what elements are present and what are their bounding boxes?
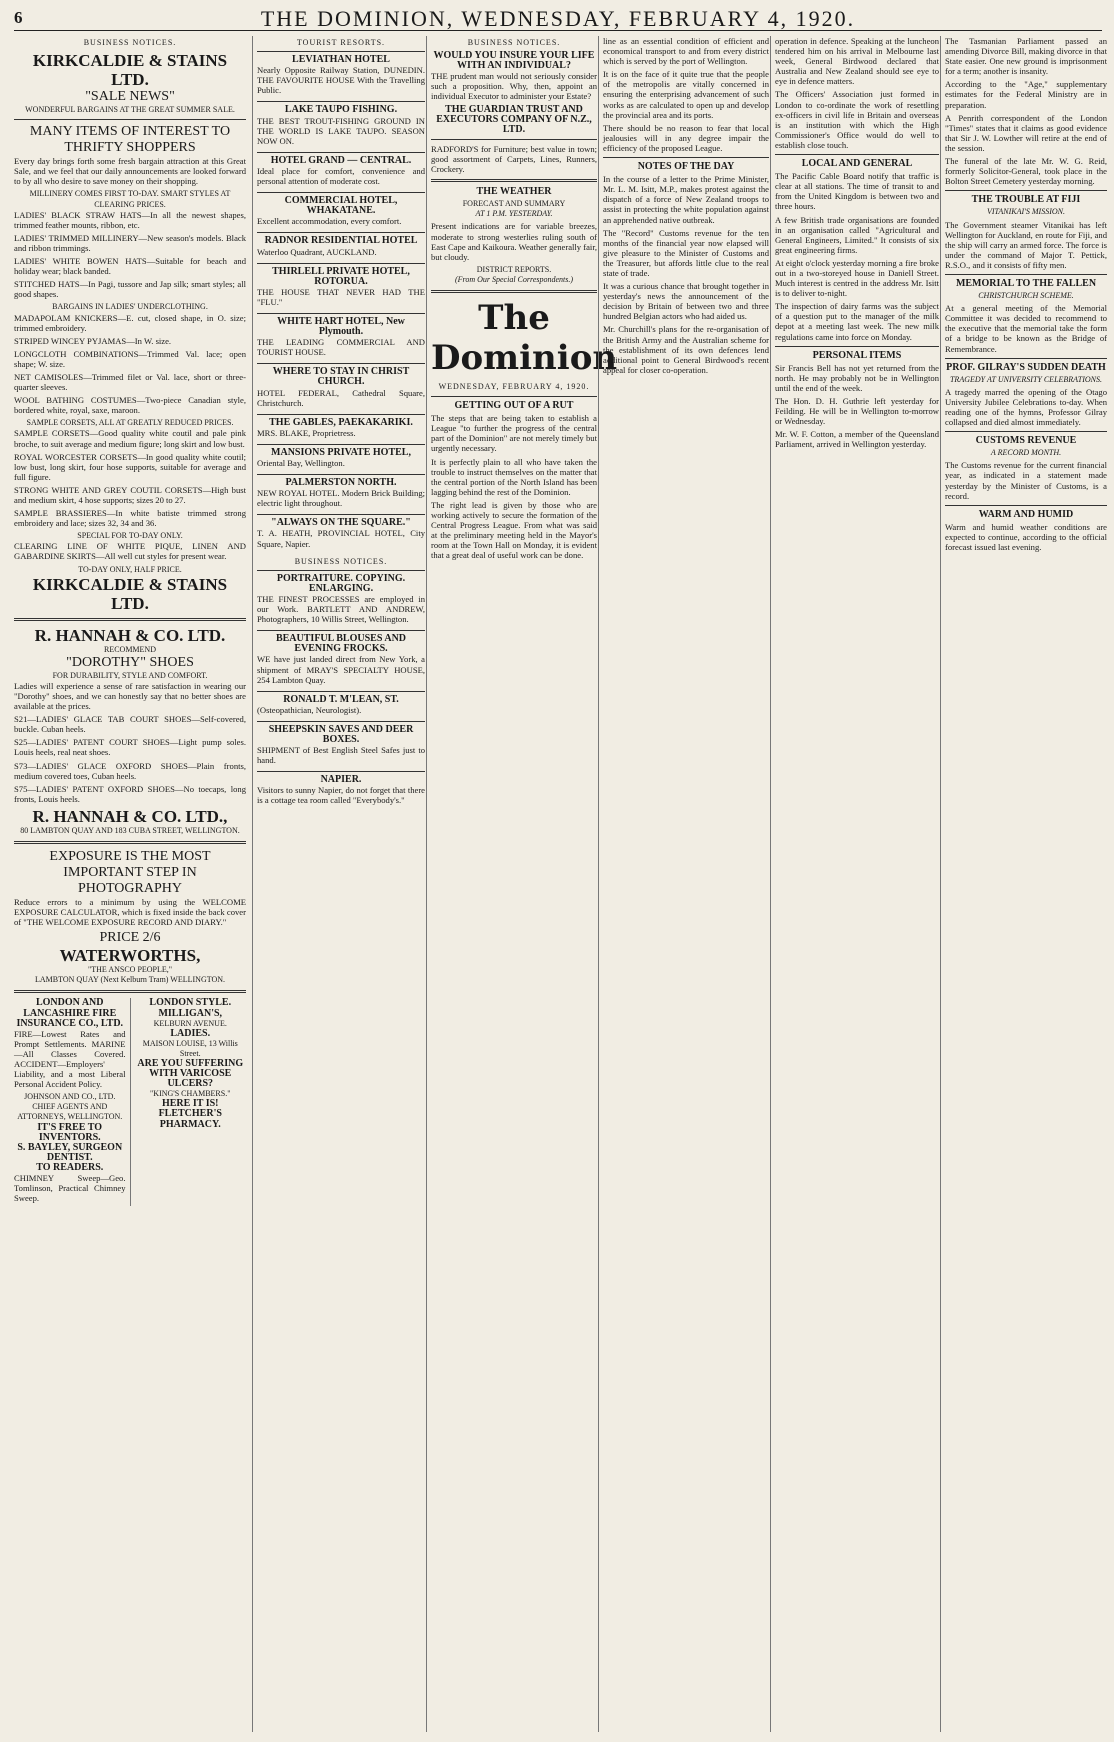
sale-item: LONGCLOTH COMBINATIONS—Trimmed Val. lace; open shape; W. size. xyxy=(14,348,246,369)
ad-body: T. A. HEATH, PROVINCIAL HOTEL, City Square, Napier. xyxy=(257,528,425,549)
ad-body: Nearly Opposite Railway Station, DUNEDIN. THE FAVOURITE HOUSE With the Travelling Public. xyxy=(257,65,425,96)
tourist-ad xyxy=(257,263,425,313)
editorial-date: WEDNESDAY, FEBRUARY 4, 1920. xyxy=(438,381,590,391)
customs-subtitle: A RECORD MONTH. xyxy=(990,448,1062,458)
notes-title: NOTES OF THE DAY xyxy=(637,161,735,173)
divider xyxy=(14,990,246,993)
news-paragraph: The Tasmanian Parliament passed an amending Divorce Bill, making divorce in that State easier. One new ground is imprisonment for a term; another is insanity. xyxy=(945,36,1107,77)
divider xyxy=(945,190,1107,191)
sale-item: ROYAL WORCESTER CORSETS—In good quality white coutil; low bust, long skirt, four hose supports, suitable for average and full figure. xyxy=(14,451,246,482)
tourist-ad xyxy=(257,514,425,554)
gilray-subtitle: TRAGEDY AT UNIVERSITY CELEBRATIONS. xyxy=(949,374,1102,384)
ad-body: Oriental Bay, Wellington. xyxy=(257,458,345,468)
sale-intro: Every day brings forth some fresh bargain attraction at this Great Sale, and we feel that our daily announcements are looked forward to by all who desire to save money on their shopping. xyxy=(14,156,246,187)
ladies: LADIES. xyxy=(170,1027,211,1039)
notes-paragraph: Mr. Churchill's plans for the re-organisation of the British Army and the Australian scheme for the establishment of its own defences lend additional point to General Birdwood's recent appeal for closer co-operation. xyxy=(603,324,769,375)
column-5 xyxy=(770,36,939,1732)
would-you-title: WOULD YOU INSURE YOUR LIFE WITH AN INDIVIDUAL? xyxy=(433,50,595,72)
fletchers: FLETCHER'S PHARMACY. xyxy=(158,1108,222,1130)
business-ad xyxy=(257,570,425,630)
local-paragraph: At eight o'clock yesterday morning a fire broke out in a two-storeyed house in Daniell Street. Much interest is centred in the address Mr. Isitt is to deliver to-night. xyxy=(775,257,939,299)
customs-title: CUSTOMS REVENUE xyxy=(975,435,1077,447)
notes-paragraph: It was a curious chance that brought together in yesterday's news the announcement of the decision by Britain of between two and three hundred Belgian actors who had aided us. xyxy=(603,281,769,322)
ad-body: Visitors to sunny Napier, do not forget that there is a cottage tea room called "Everybody's." xyxy=(257,785,425,806)
ad-body: Excellent accommodation, every comfort. xyxy=(257,216,402,227)
ad-body: THE HOUSE THAT NEVER HAD THE "FLU." xyxy=(257,286,425,307)
ad-title: RONALD T. M'LEAN, ST. xyxy=(283,693,399,705)
durability: FOR DURABILITY, STYLE AND COMFORT. xyxy=(52,670,208,680)
divider xyxy=(431,139,597,140)
special-text: CLEARING LINE OF WHITE PIQUE, LINEN AND GABARDINE SKIRTS—All well cut styles for present wear. xyxy=(14,541,246,562)
london-style: LONDON STYLE. xyxy=(149,997,232,1009)
correspondents: (From Our Special Correspondents.) xyxy=(454,274,574,284)
column-1 xyxy=(14,36,246,1732)
news-paragraph: According to the "Age," supplementary estimates for the Federal Ministry are in preparation. xyxy=(945,79,1107,110)
local-paragraph: The Pacific Cable Board notify that traffic is clear at all stations. The time of transit to and from the United Kingdom is between two and three hours. xyxy=(775,171,939,212)
section-heading: BUSINESS NOTICES. xyxy=(467,38,561,47)
waterworths: WATERWORTHS, xyxy=(59,946,201,966)
shoe-item: S21—LADIES' GLACE TAB COURT SHOES—Self-covered, buckle. Cuban heels. xyxy=(14,714,246,735)
tourist-ad xyxy=(257,363,425,413)
newspaper-title: THE DOMINION, WEDNESDAY, FEBRUARY 4, 1920. xyxy=(260,6,856,31)
hannah-title-2: R. HANNAH & CO. LTD., xyxy=(32,806,228,826)
tourist-ad xyxy=(257,51,425,101)
would-you-text: THE prudent man would not seriously consider such a proposition. Why, then, appoint an individual Executor to administer your Estate? xyxy=(431,71,597,102)
price: PRICE 2/6 xyxy=(99,930,161,946)
column-2 xyxy=(252,36,425,1732)
divider xyxy=(945,274,1107,275)
gilray-text: A tragedy marred the opening of the Otago University Jubilee Celebrations to-day. When reading one of the hymns, Professor Gilray collapsed and died almost immediately. xyxy=(945,386,1107,428)
business-ad xyxy=(257,771,425,811)
ad-title: WHERE TO STAY IN CHRIST CHURCH. xyxy=(272,366,410,388)
notes-paragraph: In the course of a letter to the Prime Minister, Mr. L. M. Isitt, M.P., makes protest against the dispatch of a force of New Zealand troops to assist in protecting the white population against an apprehended native outbreak. xyxy=(603,174,769,225)
sale-news: "SALE NEWS" xyxy=(85,89,175,105)
sale-item: LADIES' BLACK STRAW HATS—In all the newest shapes, trimmed feather mounts, ribbon, etc. xyxy=(14,209,246,230)
sale-item: LADIES' WHITE BOWEN HATS—Suitable for beach and holiday wear; black banded. xyxy=(14,256,246,277)
hannah-title: R. HANNAH & CO. LTD. xyxy=(34,625,226,645)
ad-body: SHIPMENT of Best English Steel Safes just to hand. xyxy=(257,745,425,766)
sale-item: MADAPOLAM KNICKERS—E. cut, closed shape, in O. size; trimmed embroidery. xyxy=(14,312,246,333)
notes-paragraph: operation in defence. Speaking at the luncheon tendered him on his arrival in Melbourne last week, General Birdwood declared that Australia and New Zealand should see eye to eye in defence matters. xyxy=(775,36,939,87)
ad-body: (Osteopathician, Neurologist). xyxy=(257,704,362,715)
shoe-item: S73—LADIES' GLACE OXFORD SHOES—Plain fronts, medium covered toes, Cuban heels. xyxy=(14,760,246,781)
weather-text: Present indications are for variable breezes, moderate to strong westerlies ruling south of East Cape and Kaikoura. Weather generally fair, but cloudy. xyxy=(431,221,597,262)
page-number: 6 xyxy=(14,8,23,27)
kelburn: KELBURN AVENUE. xyxy=(153,1018,227,1028)
ansco: "THE ANSCO PEOPLE," xyxy=(87,965,173,975)
here-it-is: HERE IT IS! xyxy=(161,1098,219,1110)
gilray-title: PROF. GILRAY'S SUDDEN DEATH xyxy=(946,361,1106,373)
editorial-paragraph: It is perfectly plain to all who have taken the trouble to instruct themselves on the matter that the central portion of the North Island has been lagging behind the rest of the Dominion. xyxy=(431,456,597,497)
readers-title: TO READERS. xyxy=(36,1161,104,1173)
masthead xyxy=(14,8,1102,31)
dorothy-shoes: "DOROTHY" SHOES xyxy=(66,654,194,670)
editorial-paragraph: The right lead is given by those who are working actively to secure the formation of the Central Progress League. From what was said at the preliminary meeting held in the Mayor's room at the Town Hall on Monday, it is evident that a great deal of useful work can be done. xyxy=(431,499,597,561)
kirkcaldie-title-repeat: KIRKCALDIE & STAINS LTD. xyxy=(32,574,228,613)
ad-body: MRS. BLAKE, Proprietress. xyxy=(257,427,356,438)
ad-title: BEAUTIFUL BLOUSES AND EVENING FROCKS. xyxy=(275,633,407,655)
corsets-heading: SAMPLE CORSETS, ALL AT GREATLY REDUCED PRICES. xyxy=(26,418,234,428)
memorial-subtitle: CHRISTCHURCH SCHEME. xyxy=(978,291,1074,301)
ad-title: PALMERSTON NORTH. xyxy=(285,477,397,489)
dominion-nameplate: The Dominion xyxy=(431,297,618,378)
divider xyxy=(945,431,1107,432)
fiji-text: The Government steamer Vitanikai has left Wellington for Auckland, en route for Fiji, and the ship will carry an armed force. The force is under the command of Major T. Pettick, R.S.O., and it consists of fifty men. xyxy=(945,219,1107,270)
sale-item: WOOL BATHING COSTUMES—Two-piece Canadian style, bordered white, royal, saxe, maroon. xyxy=(14,395,246,416)
ad-title: "ALWAYS ON THE SQUARE." xyxy=(271,517,411,529)
millinery-heading: MILLINERY COMES FIRST TO-DAY. SMART STYLES AT CLEARING PRICES. xyxy=(29,189,231,209)
notes-paragraph: The Officers' Association just formed in London to co-ordinate the work of resettling ex-officers in civil life in Britain and overseas is an institution with which the High Commissioner's Office would do well to establish close touch. xyxy=(775,89,939,150)
tourist-ad xyxy=(257,192,425,232)
ad-title: LEVIATHAN HOTEL xyxy=(292,54,390,66)
inventors-title: IT'S FREE TO INVENTORS. xyxy=(37,1121,103,1143)
editorial-title: GETTING OUT OF A RUT xyxy=(454,400,574,412)
weather-title: THE WEATHER xyxy=(476,186,552,198)
ad-body: THE FINEST PROCESSES are employed in our Work. BARTLETT AND ANDREW, Photographers, 10 Willis Street, Wellington. xyxy=(257,593,425,625)
divider xyxy=(14,119,246,120)
ad-title: THE GABLES, PAEKAKARIKI. xyxy=(269,416,413,428)
ad-title: COMMERCIAL HOTEL, WHAKATANE. xyxy=(284,195,398,217)
hannah-text: Ladies will experience a sense of rare satisfaction in wearing our "Dorothy" shoes, and we can honestly say that no better shoes are available at the prices. xyxy=(14,680,246,712)
news-paragraph: The funeral of the late Mr. W. G. Reid, formerly Solicitor-General, took place in the Bolton Street Cemetery yesterday morning. xyxy=(945,156,1107,187)
tourist-ad xyxy=(257,152,425,192)
waterworths-address: LAMBTON QUAY (Next Kelburn Tram) WELLINGTON. xyxy=(34,975,226,985)
insurance-agents: JOHNSON AND CO., LTD. CHIEF AGENTS AND ATTORNEYS, WELLINGTON. xyxy=(17,1092,123,1122)
ad-body: Waterloo Quadrant, AUCKLAND. xyxy=(257,246,377,257)
underclothing-heading: BARGAINS IN LADIES' UNDERCLOTHING. xyxy=(52,302,208,312)
fiji-subtitle: VITANIKAI'S MISSION. xyxy=(987,207,1065,217)
tourist-ad xyxy=(257,444,425,474)
kirkcaldie-title: KIRKCALDIE & STAINS LTD. xyxy=(32,51,228,90)
local-general-title: LOCAL AND GENERAL xyxy=(801,158,913,170)
maison-louise: MAISON LOUISE, 13 Willis Street. xyxy=(142,1038,238,1058)
tourist-ad xyxy=(257,232,425,262)
lower-ads xyxy=(14,998,246,1206)
ad-body: NEW ROYAL HOTEL. Modern Brick Building; electric light throughout. xyxy=(257,488,425,509)
hannah-address: 80 LAMBTON QUAY AND 183 CUBA STREET, WELLINGTON. xyxy=(20,825,240,835)
exposure-text: Reduce errors to a minimum by using the WELCOME EXPOSURE CALCULATOR, which is fixed inside the back cover of "THE WELCOME EXPOSURE RECORD AND DIARY." xyxy=(14,896,246,928)
guardian-trust: THE GUARDIAN TRUST AND EXECUTORS COMPANY OF N.Z., LTD. xyxy=(436,103,592,135)
district-reports: DISTRICT REPORTS. xyxy=(476,264,552,274)
section-heading: BUSINESS NOTICES. xyxy=(83,38,177,47)
ad-title: THIRLELL PRIVATE HOTEL, ROTORUA. xyxy=(272,265,410,287)
notes-paragraph: The "Record" Customs revenue for the ten months of the financial year now elapsed will give pleasure to the Minister of Customs and the Treasurer, but affords little clue to the real state of trade. xyxy=(603,227,769,278)
ad-title: NAPIER. xyxy=(320,774,362,786)
thrifty-headline: MANY ITEMS OF INTEREST TO THRIFTY SHOPPERS xyxy=(29,124,231,156)
divider xyxy=(775,154,939,155)
divider xyxy=(431,396,597,397)
section-heading: TOURIST RESORTS. xyxy=(296,38,386,47)
editorial-paragraph: It is on the face of it quite true that the people of the metropolis are vitally concerned in ensuring the enterprising advancement of such works as are calculated to open up and develop the provincial area and its ports. xyxy=(603,69,769,120)
business-ad xyxy=(257,721,425,771)
divider xyxy=(431,290,597,293)
dentist-title: S. BAYLEY, SURGEON DENTIST. xyxy=(17,1141,123,1163)
warm-humid-text: Warm and humid weather conditions are expected to continue, according to the official forecast issued last evening. xyxy=(945,521,1107,553)
forecast-time: AT 1 P.M. YESTERDAY. xyxy=(475,209,553,219)
editorial-paragraph: The steps that are being taken to establish a League "to further the progress of the central part of the Dominion" are not merely timely but urgently necessary. xyxy=(431,413,597,454)
half-price: TO-DAY ONLY, HALF PRICE. xyxy=(78,564,182,574)
ad-title: MANSIONS PRIVATE HOTEL, xyxy=(271,446,411,458)
lower-ads-right xyxy=(130,998,247,1206)
tourist-ad xyxy=(257,414,425,444)
divider xyxy=(945,505,1107,506)
ad-body: HOTEL FEDERAL, Cathedral Square, Christchurch. xyxy=(257,387,425,408)
ad-title: LAKE TAUPO FISHING. xyxy=(284,104,398,116)
kings-chambers: "KING'S CHAMBERS." xyxy=(150,1089,231,1099)
section-heading: BUSINESS NOTICES. xyxy=(294,556,388,566)
sale-item: STRONG WHITE AND GREY COUTIL CORSETS—High bust and medium skirt, 4 hose supports; sizes 20 to 27. xyxy=(14,484,246,505)
sale-item: SAMPLE BRASSIERES—In white batiste trimmed strong embroidery and lace; sizes 32, 34 and 36. xyxy=(14,508,246,529)
personal-paragraph: Mr. W. F. Cotton, a member of the Queensland Parliament, arrived in Wellington yesterday. xyxy=(775,429,939,450)
business-ad xyxy=(257,630,425,690)
insurance-text: FIRE—Lowest Rates and Prompt Settlements. MARINE—All Classes Covered. ACCIDENT—Employers' Liability, and a most Liberal Personal Accident Policy. xyxy=(14,1028,126,1090)
fiji-title: THE TROUBLE AT FIJI xyxy=(971,194,1081,206)
sale-item: SAMPLE CORSETS—Good quality white coutil and pale pink broche, to suit average and medium figure; long skirt and low bust. xyxy=(14,428,246,449)
editorial-paragraph: There should be no reason to fear that local jealousies will in any degree impair the efficiency of the proposed League. xyxy=(603,122,769,153)
ad-title: RADNOR RESIDENTIAL HOTEL xyxy=(264,235,418,247)
column-3 xyxy=(426,36,618,1732)
tourist-ad xyxy=(257,313,425,363)
lower-ads-left xyxy=(14,998,126,1206)
warm-humid-title: WARM AND HUMID xyxy=(978,508,1074,520)
personal-items-title: PERSONAL ITEMS xyxy=(812,349,902,361)
column-6 xyxy=(940,36,1107,1732)
tourist-ad xyxy=(257,474,425,514)
ad-title: WHITE HART HOTEL, New Plymouth. xyxy=(277,315,405,338)
varicose-title: ARE YOU SUFFERING WITH VARICOSE ULCERS? xyxy=(137,1058,244,1090)
ad-title: HOTEL GRAND — CENTRAL. xyxy=(270,154,412,166)
ad-body: THE BEST TROUT-FISHING GROUND IN THE WORLD IS LAKE TAUPO. SEASON NOW ON. xyxy=(257,115,425,146)
divider xyxy=(945,358,1107,359)
insurance-title: LONDON AND LANCASHIRE FIRE INSURANCE CO., LTD. xyxy=(16,997,124,1029)
divider xyxy=(431,179,597,182)
sale-item: LADIES' TRIMMED MILLINERY—New season's models. Black and ribbon trimmings. xyxy=(14,232,246,253)
memorial-text: At a general meeting of the Memorial Committee it was decided to recommend to the executive that the memorial take the form of a bridge to be known as the Bridge of Remembrance. xyxy=(945,303,1107,354)
sale-item: STRIPED WINCEY PYJAMAS—In W. size. xyxy=(14,335,172,346)
business-ad xyxy=(257,691,425,721)
shoe-item: S75—LADIES' PATENT OXFORD SHOES—No toecaps, long fronts, Louis heels. xyxy=(14,783,246,804)
personal-paragraph: The Hon. D. H. Guthrie left yesterday for Feilding. He will be in Wellington to-morrow or Wednesday. xyxy=(775,396,939,427)
recommend: RECOMMEND xyxy=(103,644,156,654)
sale-tagline: WONDERFUL BARGAINS AT THE GREAT SUMMER SALE. xyxy=(25,105,235,115)
divider xyxy=(775,346,939,347)
tourist-ad xyxy=(257,101,425,151)
divider xyxy=(14,618,246,621)
ad-body: Ideal place for comfort, convenience and personal attention of moderate cost. xyxy=(257,165,425,187)
ad-title: PORTRAITURE. COPYING. ENLARGING. xyxy=(276,572,406,594)
sale-item: NET CAMISOLES—Trimmed filet or Val. lace, short or three-quarter sleeves. xyxy=(14,371,246,393)
customs-text: The Customs revenue for the current financial year, as indicated in a statement made yesterday by the Minister of Customs, is a record. xyxy=(945,460,1107,501)
exposure-title: EXPOSURE IS THE MOST IMPORTANT STEP IN PHOTOGRAPHY xyxy=(49,848,211,896)
local-paragraph: The inspection of dairy farms was the subject of a question put to the manager of the milk depot at a meeting last week. The new milk regulations came into force on Monday. xyxy=(775,301,939,342)
divider xyxy=(603,157,769,158)
sale-item: STITCHED HATS—In Pagi, tussore and Jap silk; smart styles; all good shapes. xyxy=(14,279,246,300)
ad-body: WE have just landed direct from New York, a shipment of MRAY'S SPECIALTY HOUSE, 254 Lambton Quay. xyxy=(257,654,425,685)
personal-paragraph: Sir Francis Bell has not yet returned from the north. He may probably not be in Wellington until the end of the week. xyxy=(775,362,939,393)
radford-ad: RADFORD'S for Furniture; best value in town; good assortment of Carpets, Lines, Runners, Crockery. xyxy=(431,143,597,175)
memorial-title: MEMORIAL TO THE FALLEN xyxy=(955,277,1097,289)
editorial-paragraph: line as an essential condition of efficient and economical transport to and from every district which is served by the port of Wellington. xyxy=(603,36,769,67)
shoe-item: S25—LADIES' PATENT COURT SHOES—Light pump soles. Louis heels, real neat shoes. xyxy=(14,737,246,758)
news-paragraph: A Penrith correspondent of the London "Times" states that it claims as good evidence that Sir J. W. Lowther will retire at the end of the session. xyxy=(945,112,1107,153)
local-paragraph: A few British trade organisations are founded in an organisation called "Agricultural and General Engineers, Limited." It consists of six great engineering firms. xyxy=(775,214,939,255)
special-heading: SPECIAL FOR TO-DAY ONLY. xyxy=(77,531,183,541)
ad-body: THE LEADING COMMERCIAL AND TOURIST HOUSE. xyxy=(257,337,425,358)
milligans: MILLIGAN'S, xyxy=(158,1007,223,1019)
forecast-heading: FORECAST AND SUMMARY xyxy=(462,199,566,209)
ad-title: SHEEPSKIN SAVES AND DEER BOXES. xyxy=(268,723,414,745)
column-4 xyxy=(598,36,769,1732)
chimney-text: CHIMNEY Sweep—Geo. Tomlinson, Practical Chimney Sweep. xyxy=(14,1173,126,1204)
divider xyxy=(14,841,246,844)
